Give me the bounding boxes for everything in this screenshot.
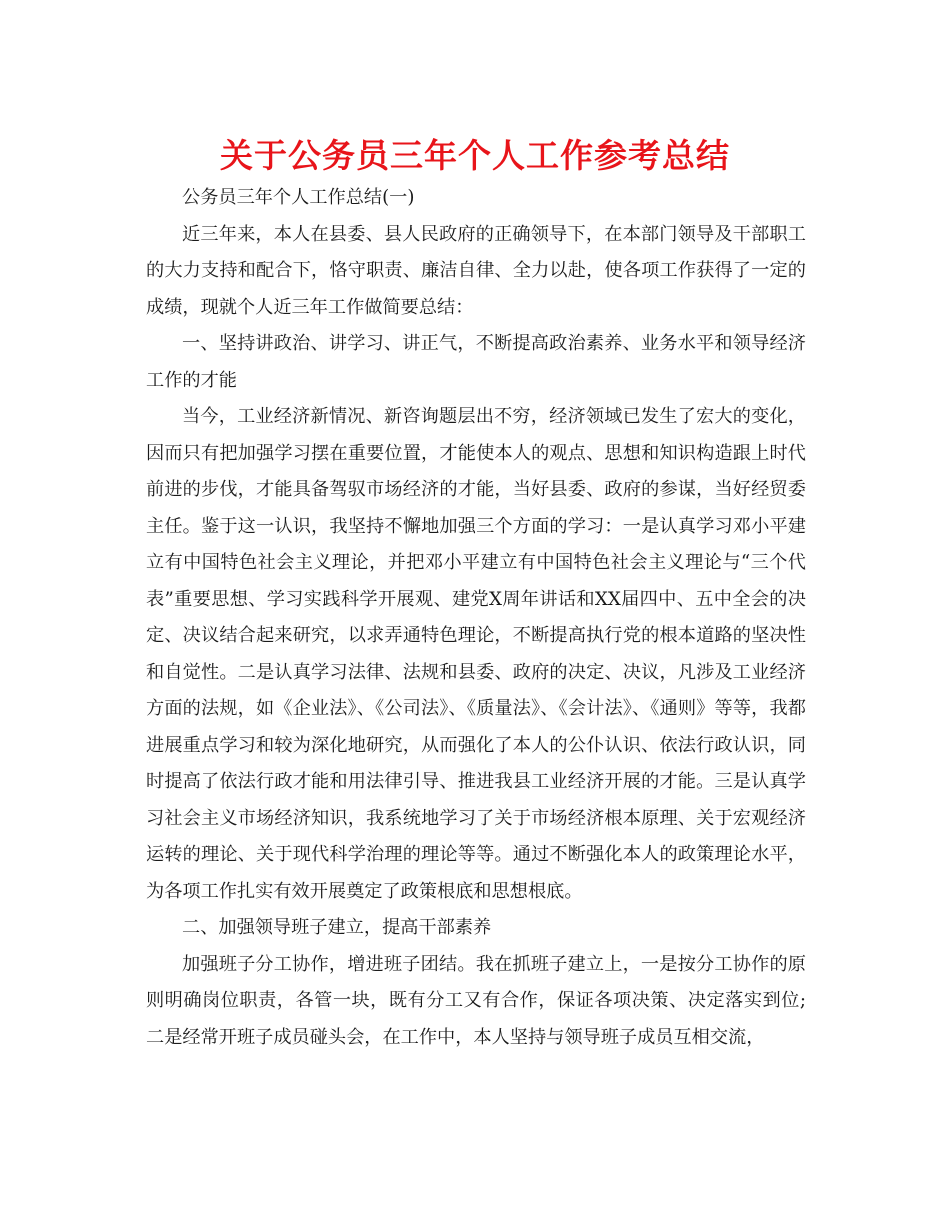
paragraph-intro: 近三年来，本人在县委、县人民政府的正确领导下，在本部门领导及干部职工的大力支持和配合下，恪守职责、廉洁自律、全力以赴，使各项工作获得了一定的成绩，现就个人近三年工作做简要总结： xyxy=(146,223,806,318)
paragraph-heading-two: 二、加强领导班子建立，提高干部素养 xyxy=(182,917,492,938)
paragraph-section-heading: 公务员三年个人工作总结(一) xyxy=(182,187,415,208)
document-body xyxy=(146,180,806,1056)
paragraph-team: 加强班子分工协作，增进班子团结。我在抓班子建立上，一是按分工协作的原则明确岗位职责，各管一块，既有分工又有合作，保证各项决策、决定落实到位;二是经常开班子成员碰头会，在工作中，本人坚持与领导班子成员互相交流， xyxy=(146,953,806,1048)
paragraph-heading-one: 一、坚持讲政治、讲学习、讲正气，不断提高政治素养、业务水平和领导经济工作的才能 xyxy=(146,333,806,391)
document-title: 关于公务员三年个人工作参考总结 xyxy=(220,136,730,175)
paragraph-study: 当今，工业经济新情况、新咨询题层出不穷，经济领域已发生了宏大的变化，因而只有把加强学习摆在重要位置，才能使本人的观点、思想和知识构造跟上时代前进的步伐，才能具备驾驭市场经济的才能，当好县委、政府的参谋，当好经贸委主任。鉴于这一认识，我坚持不懈地加强三个方面的学习：一是认真学习邓小平建立有中国特色社会主义理论，并把邓小平建立有中国特色社会主义理论与“三个代表”重要思想、学习实践科学开展观、建党X周年讲话和XX届四中、五中全会的决定、决议结合起来研究，以求弄通特色理论，不断提高执行党的根本道路的坚决性和自觉性。二是认真学习法律、法规和县委、政府的决定、决议，凡涉及工业经济方面的法规，如《企业法》、《公司法》、《质量法》、《会计法》、《通则》等等，我都进展重点学习和较为深化地研究，从而强化了本人的公仆认识、依法行政认识，同时提高了依法行政才能和用法律引导、推进我县工业经济开展的才能。三是认真学习社会主义市场经济知识，我系统地学习了关于市场经济根本原理、关于宏观经济运转的理论、关于现代科学治理的理论等等。通过不断强化本人的政策理论水平，为各项工作扎实有效开展奠定了政策根底和思想根底。 xyxy=(146,406,806,902)
